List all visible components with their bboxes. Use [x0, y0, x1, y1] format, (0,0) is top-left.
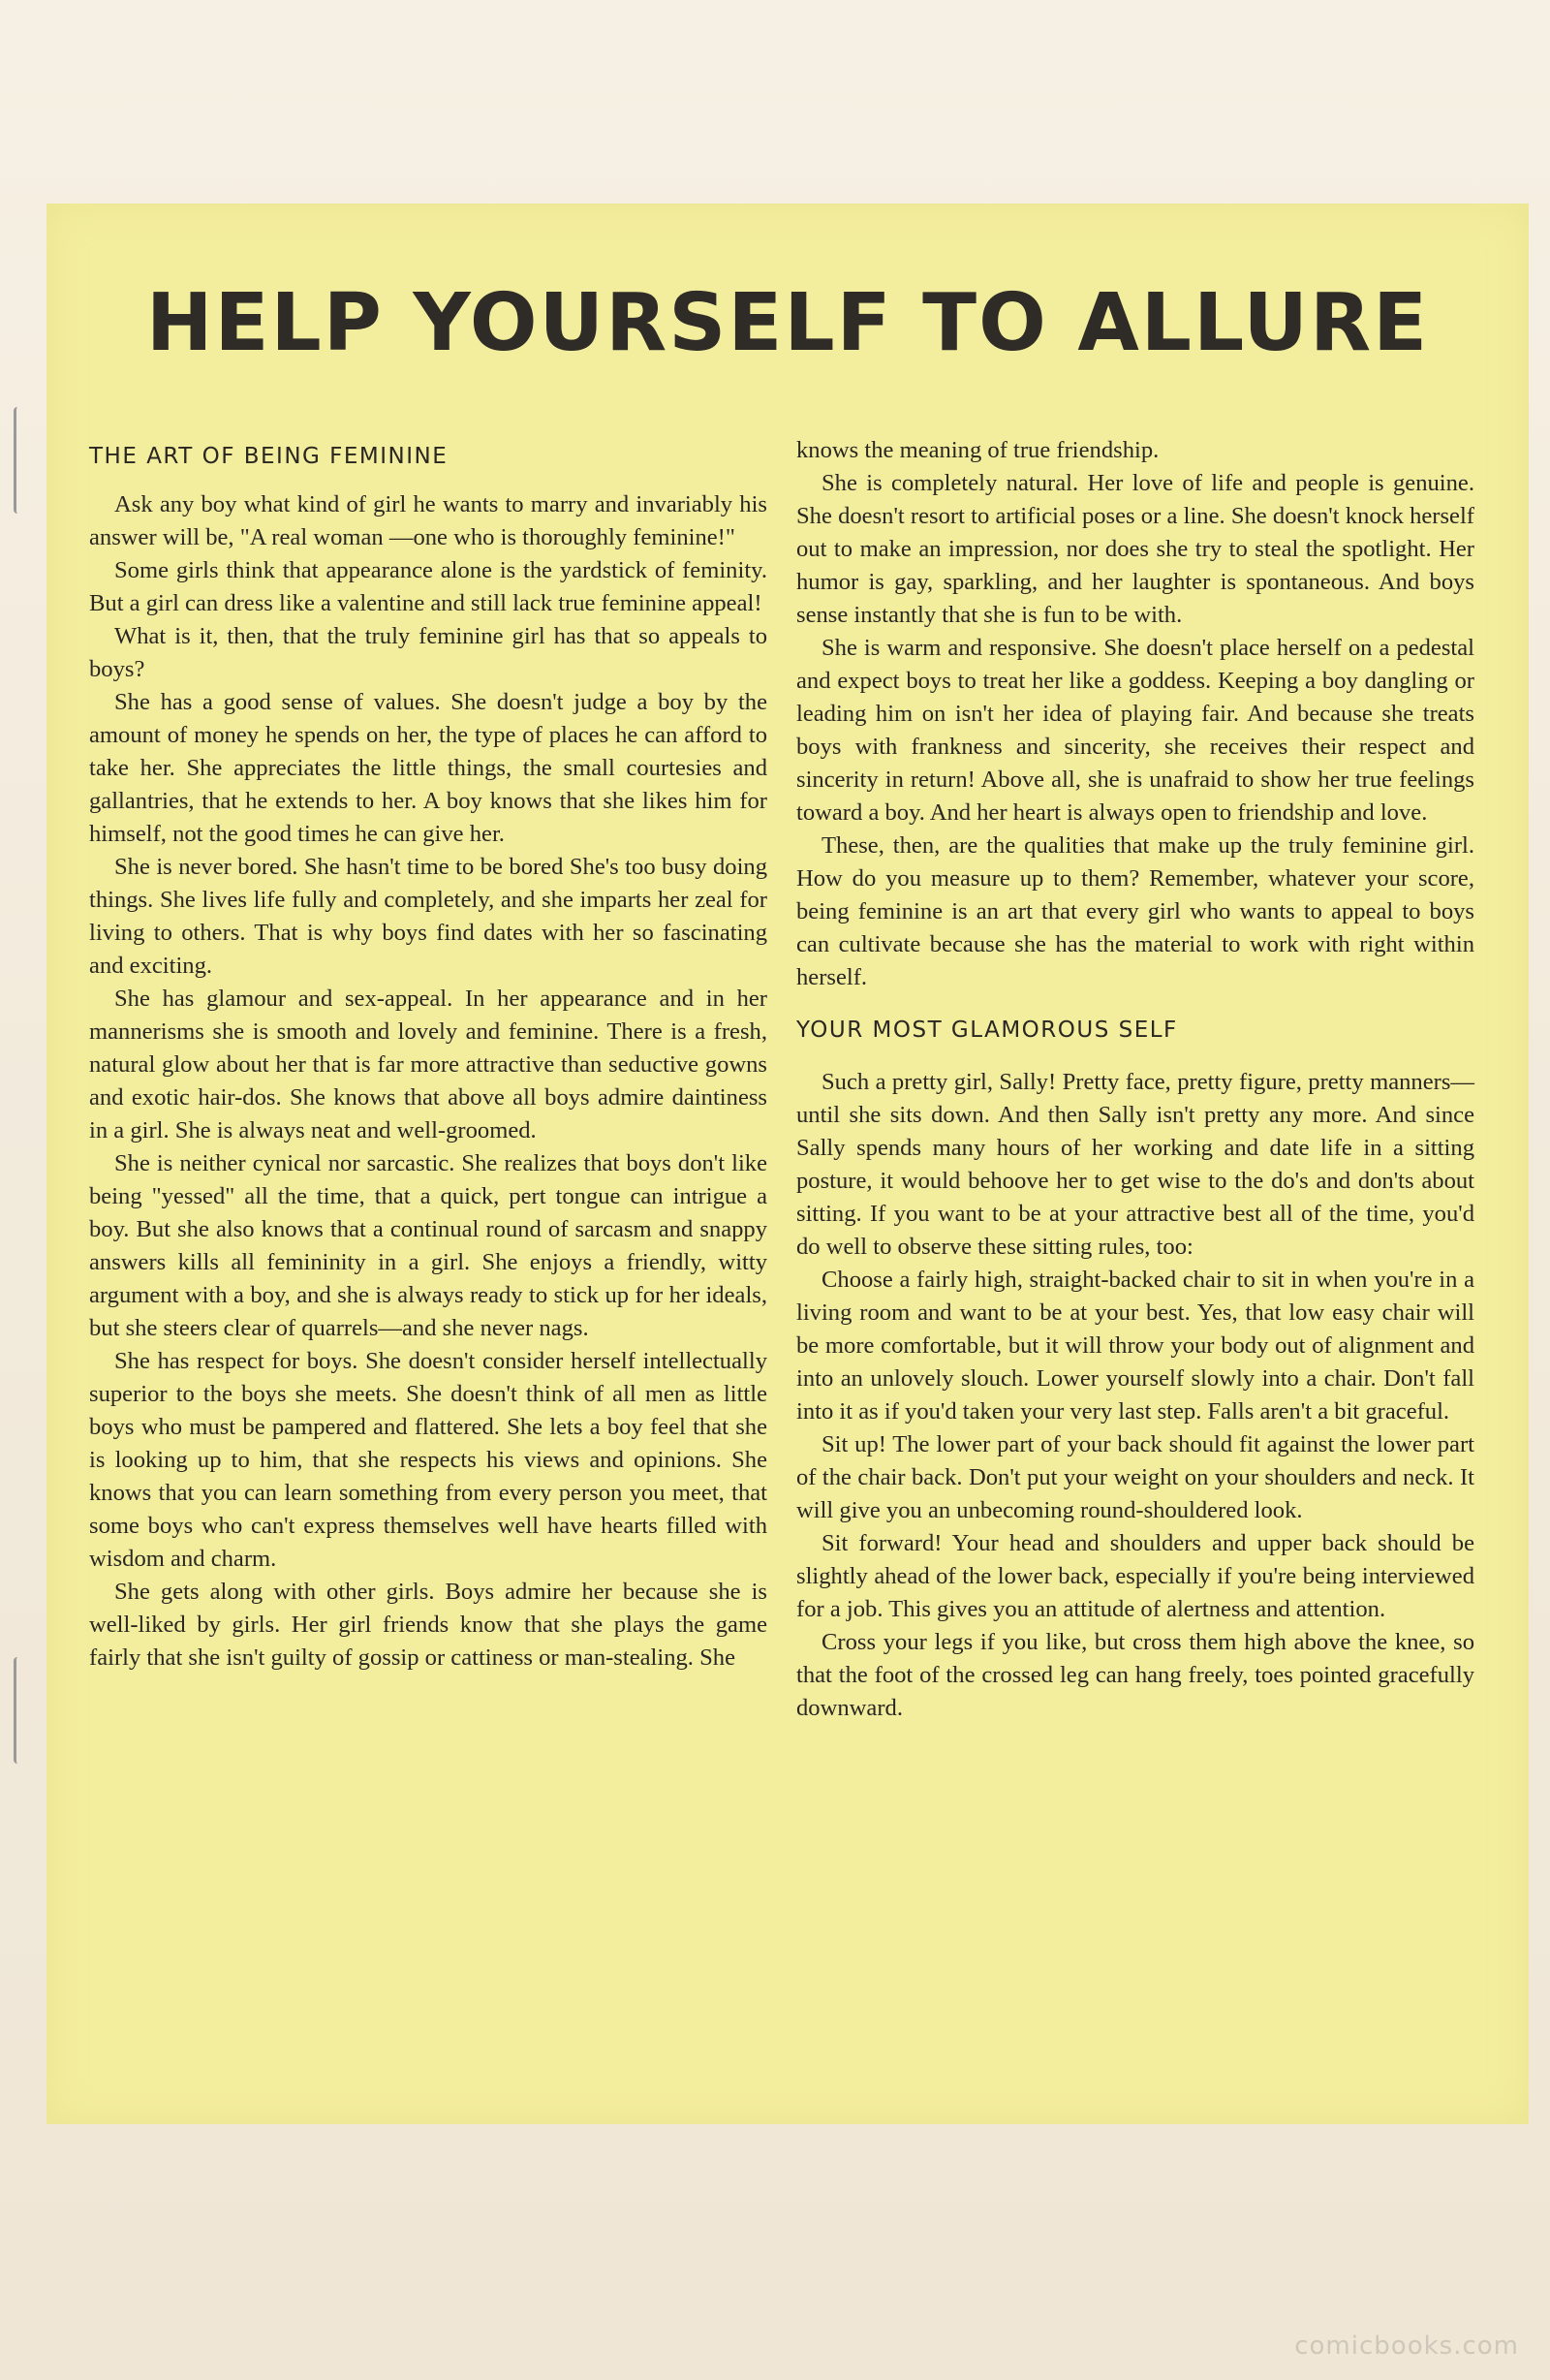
staple-mark — [14, 1657, 24, 1764]
paragraph: Such a pretty girl, Sally! Pretty face, pretty figure, pretty manners—until she sits down. And then Sally isn't pretty any more. And since Sally spends many hours of her working and date life in a sitting posture, it would behoove her to get wise to the do's and don'ts about sitting. If you want to be at your attractive best all of the time, you'd do well to observe these sitting rules, too: — [796, 1069, 1474, 1260]
paragraph: Some girls think that appearance alone is the yardstick of feminity. But a girl can dress like a valentine and still lack true feminine appeal! — [89, 557, 767, 616]
right-column — [796, 434, 1474, 1725]
paragraph: She is never bored. She hasn't time to be bored She's too busy doing things. She lives life fully and completely, and she imparts her zeal for living to others. That is why boys find dates with her so fascinating and exciting. — [89, 854, 767, 979]
paragraph: She has respect for boys. She doesn't consider herself intellectually superior to the boys she meets. She doesn't think of all men as little boys who must be pampered and flattered. She lets a boy feel that she is looking up to him, that she respects his views and opinions. She knows that you can learn something from every person you meet, that some boys who can't express themselves well have hearts filled with wisdom and charm. — [89, 1348, 767, 1572]
paragraph: She gets along with other girls. Boys admire her because she is well-liked by girls. Her girl friends know that she plays the game fairly that she isn't guilty of gossip or cattiness or man-stealing. She — [89, 1579, 767, 1671]
watermark: comicbooks.com — [1294, 2332, 1519, 2361]
paragraph: These, then, are the qualities that make up the truly feminine girl. How do you measure up to them? Remember, whatever your score, being feminine is an art that every girl who wants to appeal to boys can cultivate because she has the material to work with right within herself. — [796, 832, 1474, 990]
section-heading-glamorous: YOUR MOST GLAMOROUS SELF — [796, 1018, 1178, 1043]
paragraph: She has glamour and sex-appeal. In her appearance and in her mannerisms she is smooth and lovely and feminine. There is a fresh, natural glow about her that is far more attractive than seductive gowns and exotic hair-dos. She knows that above all boys admire daintiness in a girl. She is always neat and well-groomed. — [89, 986, 767, 1143]
paragraph: Ask any boy what kind of girl he wants to marry and invariably his answer will be, "A real woman —one who is thoroughly feminine!" — [89, 491, 767, 550]
paragraph: She is warm and responsive. She doesn't place herself on a pedestal and expect boys to treat her like a goddess. Keeping a boy dangling or leading him on isn't her idea of playing fair. And because she treats boys with frankness and sincerity, she receives their respect and sincerity in return! Above all, she is unafraid to show her true feelings toward a boy. And her heart is always open to friendship and love. — [796, 635, 1474, 826]
staple-mark — [14, 407, 24, 514]
paragraph: Sit forward! Your head and shoulders and upper back should be slightly ahead of the lower back, especially if you're being interviewed for a job. This gives you an attitude of alertness and attention. — [796, 1530, 1474, 1622]
paragraph: What is it, then, that the truly feminine girl has that so appeals to boys? — [89, 623, 767, 682]
paragraph: She is neither cynical nor sarcastic. She realizes that boys don't like being "yessed" all the time, that a quick, pert tongue can intrigue a boy. But she also knows that a continual round of sarcasm and snappy answers kills all femininity in a girl. She enjoys a friendly, witty argument with a boy, and she is always ready to stick up for her ideals, but she steers clear of quarrels—and she never nags. — [89, 1150, 767, 1341]
paragraph-continuation: knows the meaning of true friendship. — [796, 437, 1160, 463]
paragraph: She is completely natural. Her love of life and people is genuine. She doesn't resort to artificial poses or a line. She doesn't knock herself out to make an impression, nor does she try to steal the spotlight. Her humor is gay, sparkling, and her laughter is spontaneous. And boys sense instantly that she is fun to be with. — [796, 470, 1474, 628]
section-heading-feminine: THE ART OF BEING FEMININE — [89, 444, 449, 469]
left-column — [89, 442, 767, 1675]
paragraph: Choose a fairly high, straight-backed chair to sit in when you're in a living room and want to be at your best. Yes, that low easy chair will be more comfortable, but it will throw your body out of alignment and into an unlovely slouch. Lower yourself slowly into a chair. Don't fall into it as if you'd taken your very last step. Falls aren't a bit graceful. — [796, 1267, 1474, 1425]
article-title: HELP YOURSELF TO ALLURE — [145, 276, 1430, 369]
paragraph: Cross your legs if you like, but cross them high above the knee, so that the foot of the crossed leg can hang freely, toes pointed gracefully downward. — [796, 1629, 1474, 1721]
paragraph: Sit up! The lower part of your back should fit against the lower part of the chair back. Don't put your weight on your shoulders and neck. It will give you an unbecoming round-shouldered look. — [796, 1431, 1474, 1523]
paragraph: She has a good sense of values. She doesn't judge a boy by the amount of money he spends on her, the type of places he can afford to take her. She appreciates the little things, the small courtesies and gallantries, that he extends to her. A boy knows that she likes him for himself, not the good times he can give her. — [89, 689, 767, 847]
